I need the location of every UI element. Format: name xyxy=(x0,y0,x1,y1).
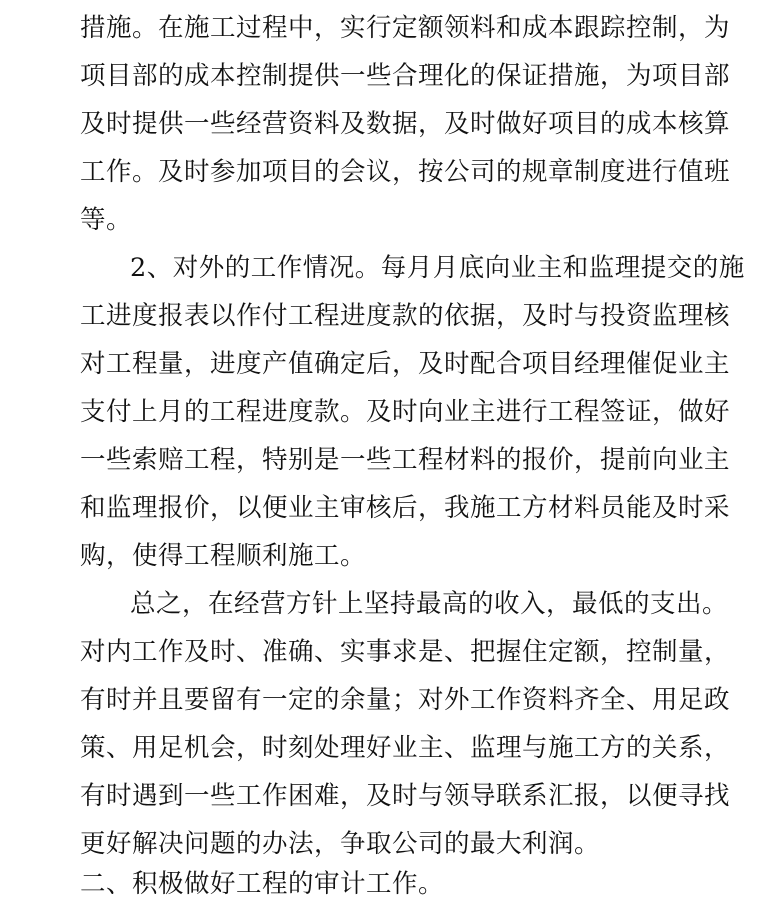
text-line-3: 及时提供一些经营资料及数据，及时做好项目的成本核算 xyxy=(80,109,731,139)
text-line-7: 工进度报表以作付工程进度款的依据，及时与投资监理核 xyxy=(80,301,731,331)
text-line-4: 工作。及时参加项目的会议，按公司的规章制度进行值班 xyxy=(80,157,731,187)
text-line-16: 策、用足机会，时刻处理好业主、监理与施工方的关系， xyxy=(80,733,731,763)
text-line-12: 购，使得工程顺利施工。 xyxy=(80,541,367,571)
text-line-8: 对工程量，进度产值确定后，及时配合项目经理催促业主 xyxy=(80,349,731,379)
text-line-5: 等。 xyxy=(80,205,133,235)
text-line-1: 措施。在施工过程中，实行定额领料和成本跟踪控制，为 xyxy=(80,13,731,43)
text-line-10: 一些索赔工程，特别是一些工程材料的报价，提前向业主 xyxy=(80,445,731,475)
text-line-14: 对内工作及时、准确、实事求是、把握住定额，控制量， xyxy=(80,637,731,667)
text-line-17: 有时遇到一些工作困难，及时与领导联系汇报，以便寻找 xyxy=(80,781,731,811)
text-line-15: 有时并且要留有一定的余量；对外工作资料齐全、用足政 xyxy=(80,685,731,715)
text-line-6: 2、对外的工作情况。每月月底向业主和监理提交的施 xyxy=(130,253,745,283)
text-line-13: 总之，在经营方针上坚持最高的收入，最低的支出。 xyxy=(130,589,729,619)
text-line-9: 支付上月的工程进度款。及时向业主进行工程签证，做好 xyxy=(80,397,731,427)
text-line-11: 和监理报价，以便业主审核后，我施工方材料员能及时采 xyxy=(80,493,731,523)
text-line-2: 项目部的成本控制提供一些合理化的保证措施，为项目部 xyxy=(80,61,731,91)
section-heading: 二、积极做好工程的审计工作。 xyxy=(80,869,445,899)
text-line-18: 更好解决问题的办法，争取公司的最大利润。 xyxy=(80,829,601,859)
